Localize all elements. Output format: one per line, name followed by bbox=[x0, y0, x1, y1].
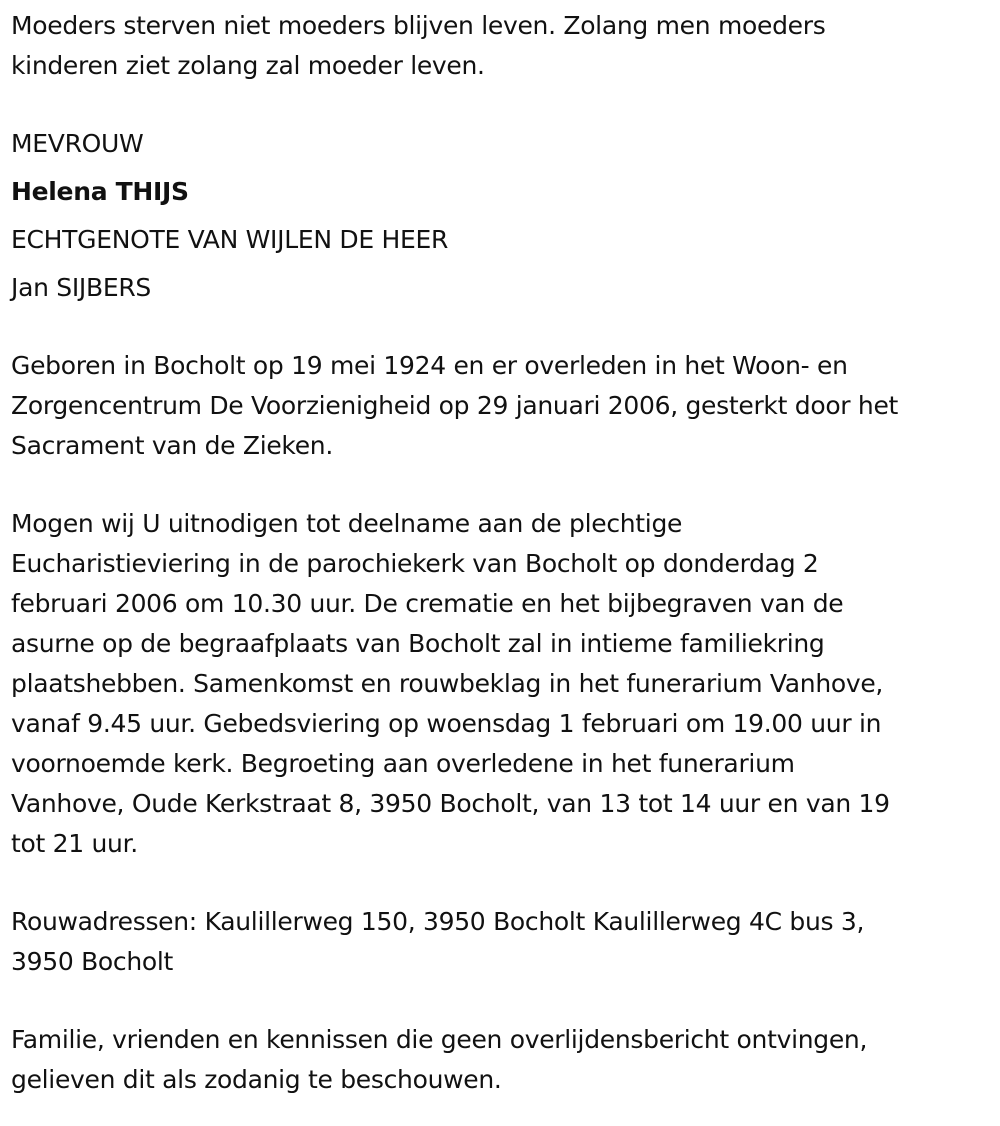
spacer bbox=[11, 86, 1000, 124]
invitation-line: vanaf 9.45 uur. Gebedsviering op woensdag 1 februari om 19.00 uur in bbox=[11, 709, 882, 738]
invitation-line: Vanhove, Oude Kerkstraat 8, 3950 Bocholt, van 13 tot 14 uur en van 19 bbox=[11, 789, 890, 818]
invitation-paragraph bbox=[11, 504, 1000, 864]
closing-line-1: Familie, vrienden en kennissen die geen overlijdensbericht ontvingen, bbox=[11, 1025, 868, 1054]
salutation: MEVROUW bbox=[11, 129, 144, 158]
spacer bbox=[11, 308, 1000, 346]
birth-death-paragraph bbox=[11, 346, 1000, 466]
invitation-line: voornoemde kerk. Begroeting aan overledene in het funerarium bbox=[11, 749, 795, 778]
birth-death-line-2: Zorgencentrum De Voorzienigheid op 29 januari 2006, gesterkt door het bbox=[11, 391, 899, 420]
spacer bbox=[11, 864, 1000, 902]
closing-paragraph bbox=[11, 1020, 1000, 1100]
deceased-name: Helena THIJS bbox=[11, 177, 189, 206]
spacer bbox=[11, 466, 1000, 504]
quote-paragraph bbox=[11, 6, 1000, 86]
invitation-line: asurne op de begraafplaats van Bocholt zal in intieme familiekring bbox=[11, 629, 825, 658]
invitation-line: februari 2006 om 10.30 uur. De crematie en het bijbegraven van de bbox=[11, 589, 844, 618]
birth-death-line-1: Geboren in Bocholt op 19 mei 1924 en er overleden in het Woon- en bbox=[11, 351, 848, 380]
addresses-line-2: 3950 Bocholt bbox=[11, 947, 174, 976]
birth-death-line-3: Sacrament van de Zieken. bbox=[11, 431, 333, 460]
relation-line: ECHTGENOTE VAN WIJLEN DE HEER bbox=[11, 225, 449, 254]
spouse-name: Jan SIJBERS bbox=[11, 273, 151, 302]
addresses-line-1: Rouwadressen: Kaulillerweg 150, 3950 Bocholt Kaulillerweg 4C bus 3, bbox=[11, 907, 865, 936]
closing-line-2: gelieven dit als zodanig te beschouwen. bbox=[11, 1065, 502, 1094]
person-block bbox=[11, 124, 1000, 308]
spacer bbox=[11, 982, 1000, 1020]
invitation-line: Mogen wij U uitnodigen tot deelname aan de plechtige bbox=[11, 509, 683, 538]
invitation-line: tot 21 uur. bbox=[11, 829, 138, 858]
quote-line-1: Moeders sterven niet moeders blijven leven. Zolang men moeders bbox=[11, 11, 826, 40]
addresses-paragraph bbox=[11, 902, 1000, 982]
invitation-line: plaatshebben. Samenkomst en rouwbeklag in het funerarium Vanhove, bbox=[11, 669, 884, 698]
invitation-line: Eucharistieviering in de parochiekerk van Bocholt op donderdag 2 bbox=[11, 549, 819, 578]
quote-line-2: kinderen ziet zolang zal moeder leven. bbox=[11, 51, 485, 80]
